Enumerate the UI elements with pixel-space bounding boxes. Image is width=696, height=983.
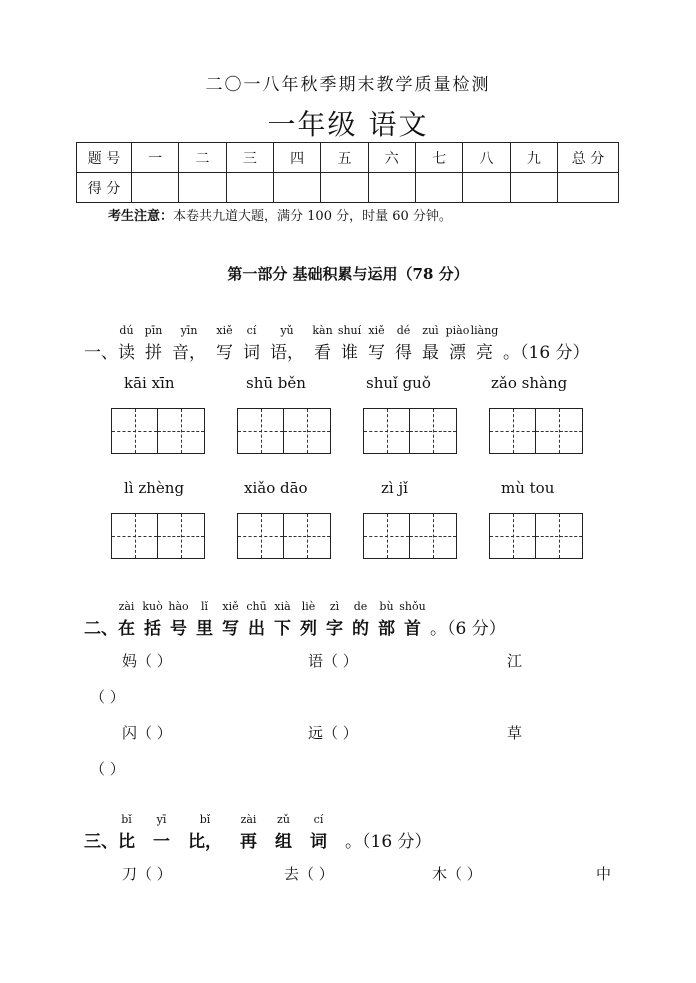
hanzi: 首 (404, 619, 421, 639)
table-cell: 二 (179, 143, 226, 173)
score-cell[interactable] (226, 173, 273, 203)
table-cell: 八 (463, 143, 510, 173)
hanzi: 写 (222, 619, 239, 639)
annotated-char (240, 813, 257, 852)
writing-grid[interactable] (363, 513, 457, 559)
grid-cell[interactable] (112, 514, 158, 558)
pinyin-annotation: shuí (337, 324, 362, 337)
score-cell[interactable] (179, 173, 226, 203)
hanzi: 音， (172, 343, 206, 363)
score-cell[interactable] (415, 173, 462, 203)
score-cell[interactable] (558, 173, 619, 203)
hanzi: 词 (310, 832, 327, 852)
annotated-char (222, 600, 239, 639)
pinyin-annotation: liàng (470, 324, 499, 337)
hanzi: 词 (243, 343, 260, 363)
hanzi: 亮 (476, 343, 493, 363)
score-cell[interactable] (510, 173, 557, 203)
pinyin-annotation: kuò (142, 600, 163, 613)
hanzi: 再 (240, 832, 257, 852)
grid-cell[interactable] (490, 514, 536, 558)
notice (108, 205, 452, 224)
annotated-char (310, 813, 327, 852)
hanzi: 部 (378, 619, 395, 639)
pinyin-annotation: yīn (180, 324, 198, 337)
score-cell[interactable] (368, 173, 415, 203)
annotated-char (352, 600, 369, 639)
notice-label: 考生注意： (108, 209, 174, 224)
pinyin-label: shū běn (246, 374, 306, 392)
pinyin-label: shuǐ guǒ (366, 374, 431, 392)
q3-item[interactable]: 中 (596, 865, 612, 883)
pinyin-annotation: xiě (368, 324, 385, 337)
q2-item[interactable]: 闪（ ） (122, 724, 172, 742)
annotated-char (246, 600, 267, 639)
pinyin-annotation: xiě (222, 600, 239, 613)
hanzi: 下 (274, 619, 291, 639)
q2-item[interactable]: 江 (507, 652, 523, 670)
q2-number: 二、 (84, 619, 118, 639)
hanzi: 读 (118, 343, 135, 363)
annotated-char (196, 600, 213, 639)
score-table (76, 142, 619, 203)
table-cell: 一 (132, 143, 179, 173)
annotated-char (188, 813, 222, 852)
annotated-char (470, 324, 499, 363)
annotated-char (368, 324, 385, 363)
pinyin-annotation: bǐ (199, 813, 211, 826)
grid-cell[interactable] (112, 409, 158, 453)
grid-cell[interactable] (158, 514, 204, 558)
pinyin-annotation: cí (246, 324, 257, 337)
pinyin-label: xiǎo dāo (244, 479, 308, 497)
grid-cell[interactable] (536, 514, 582, 558)
annotated-char (337, 324, 362, 363)
hanzi: 里 (196, 619, 213, 639)
pinyin-annotation: bù (379, 600, 394, 613)
score-cell[interactable] (273, 173, 320, 203)
annotated-char (274, 600, 291, 639)
pinyin-annotation: zài (118, 600, 135, 613)
score-cell[interactable] (132, 173, 179, 203)
grid-cell[interactable] (410, 514, 456, 558)
q3-heading (84, 813, 432, 852)
pinyin-annotation: piào (445, 324, 470, 337)
pinyin-annotation: xiě (216, 324, 233, 337)
grid-cell[interactable] (364, 409, 410, 453)
hanzi: 语， (270, 343, 304, 363)
pinyin-annotation: hào (168, 600, 189, 613)
subject-title: 一年级 语文 (267, 108, 429, 141)
table-cell: 六 (368, 143, 415, 173)
writing-grid[interactable] (111, 408, 205, 454)
pinyin-annotation: kàn (312, 324, 333, 337)
annotated-char (243, 324, 260, 363)
q3-number: 三、 (84, 832, 118, 852)
q3-item[interactable]: 木（ ） (432, 865, 482, 883)
pinyin-annotation: zǔ (277, 813, 290, 826)
table-cell: 四 (273, 143, 320, 173)
annotated-char (172, 324, 206, 363)
hanzi: 写 (368, 343, 385, 363)
pinyin-annotation: zì (329, 600, 340, 613)
grid-cell[interactable] (158, 409, 204, 453)
pinyin-label: kāi xīn (124, 374, 175, 392)
pinyin-annotation: yǔ (280, 324, 294, 337)
pinyin-label: zì jǐ (381, 479, 408, 497)
score-table-header-row (77, 143, 619, 173)
score-cell[interactable] (321, 173, 368, 203)
hanzi: 最 (422, 343, 439, 363)
annotated-char (312, 324, 333, 363)
q1-chars (118, 324, 503, 363)
annotated-char (144, 324, 163, 363)
pinyin-annotation: de (353, 600, 368, 613)
q2-item[interactable]: 妈（ ） (122, 652, 172, 670)
table-cell: 得 分 (77, 173, 132, 203)
q2-item[interactable]: （ ） (90, 688, 125, 706)
hanzi: 漂 (449, 343, 466, 363)
q1-heading (84, 324, 590, 363)
table-cell: 总 分 (558, 143, 619, 173)
q2-item[interactable]: 草 (507, 724, 523, 742)
pinyin-annotation: dú (119, 324, 134, 337)
grid-cell[interactable] (490, 409, 536, 453)
q1-score: 。（16 分） (503, 343, 590, 363)
pinyin-annotation: xià (274, 600, 291, 613)
writing-grid[interactable] (237, 513, 331, 559)
table-cell: 题 号 (77, 143, 132, 173)
pinyin-annotation: yī (156, 813, 167, 826)
annotated-char (300, 600, 317, 639)
annotated-char (142, 600, 163, 639)
writing-grid[interactable] (363, 408, 457, 454)
annotated-char (399, 600, 426, 639)
writing-grid[interactable] (111, 513, 205, 559)
notice-text: 本卷共九道大题，满分 100 分，时量 60 分钟。 (173, 209, 452, 224)
part1-title: 第一部分 基础积累与运用（78 分） (227, 265, 469, 283)
annotated-char (118, 600, 135, 639)
annotated-char (153, 813, 170, 852)
hanzi: 谁 (341, 343, 358, 363)
pinyin-annotation: lǐ (200, 600, 209, 613)
pinyin-annotation: zài (240, 813, 257, 826)
pinyin-annotation: zuì (422, 324, 439, 337)
annotated-char (216, 324, 233, 363)
annotated-char (270, 324, 304, 363)
pinyin-label: zǎo shàng (491, 374, 568, 392)
hanzi: 括 (144, 619, 161, 639)
annotated-char (445, 324, 470, 363)
grid-cell[interactable] (284, 409, 330, 453)
pinyin-annotation: bǐ (121, 813, 132, 826)
pinyin-annotation: chū (246, 600, 267, 613)
annotated-char (378, 600, 395, 639)
writing-grid[interactable] (237, 408, 331, 454)
annotated-char (118, 813, 135, 852)
hanzi: 字 (326, 619, 343, 639)
hanzi: 写 (216, 343, 233, 363)
grid-cell[interactable] (238, 409, 284, 453)
annotated-char (168, 600, 189, 639)
hanzi: 拼 (145, 343, 162, 363)
q1-number: 一、 (84, 343, 118, 363)
q2-item[interactable]: 远（ ） (308, 724, 358, 742)
pinyin-annotation: pīn (144, 324, 163, 337)
score-cell[interactable] (463, 173, 510, 203)
grid-cell[interactable] (364, 514, 410, 558)
pinyin-annotation: liè (301, 600, 316, 613)
hanzi: 一 (153, 832, 170, 852)
annotated-char (275, 813, 292, 852)
pinyin-annotation: cí (313, 813, 324, 826)
q2-heading (84, 600, 506, 639)
hanzi: 得 (395, 343, 412, 363)
annotated-char (326, 600, 343, 639)
annotated-char (395, 324, 412, 363)
score-table-score-row (77, 173, 619, 203)
q2-item[interactable]: 语（ ） (308, 652, 358, 670)
grid-cell[interactable] (238, 514, 284, 558)
q3-chars (118, 813, 345, 852)
table-cell: 三 (226, 143, 273, 173)
q3-item[interactable]: 去（ ） (284, 865, 334, 883)
hanzi: 在 (118, 619, 135, 639)
exam-title: 二〇一八年秋季期末教学质量检测 (205, 75, 491, 95)
grid-cell[interactable] (284, 514, 330, 558)
grid-cell[interactable] (536, 409, 582, 453)
q3-score: 。（16 分） (345, 832, 432, 852)
table-cell: 九 (510, 143, 557, 173)
q2-item[interactable]: （ ） (90, 760, 125, 778)
annotated-char (118, 324, 135, 363)
writing-grid[interactable] (489, 513, 583, 559)
q2-score: 。（6 分） (430, 619, 506, 639)
hanzi: 号 (170, 619, 187, 639)
hanzi: 组 (275, 832, 292, 852)
hanzi: 比 (118, 832, 135, 852)
hanzi: 比， (188, 832, 222, 852)
annotated-char (422, 324, 439, 363)
writing-grid[interactable] (489, 408, 583, 454)
table-cell: 七 (415, 143, 462, 173)
hanzi: 出 (248, 619, 265, 639)
hanzi: 列 (300, 619, 317, 639)
pinyin-annotation: shǒu (399, 600, 426, 613)
grid-cell[interactable] (410, 409, 456, 453)
pinyin-label: lì zhèng (124, 479, 185, 497)
q3-item[interactable]: 刀（ ） (122, 865, 172, 883)
q2-chars (118, 600, 430, 639)
hanzi: 的 (352, 619, 369, 639)
pinyin-annotation: dé (396, 324, 411, 337)
hanzi: 看 (314, 343, 331, 363)
pinyin-label: mù tou (501, 479, 555, 497)
table-cell: 五 (321, 143, 368, 173)
